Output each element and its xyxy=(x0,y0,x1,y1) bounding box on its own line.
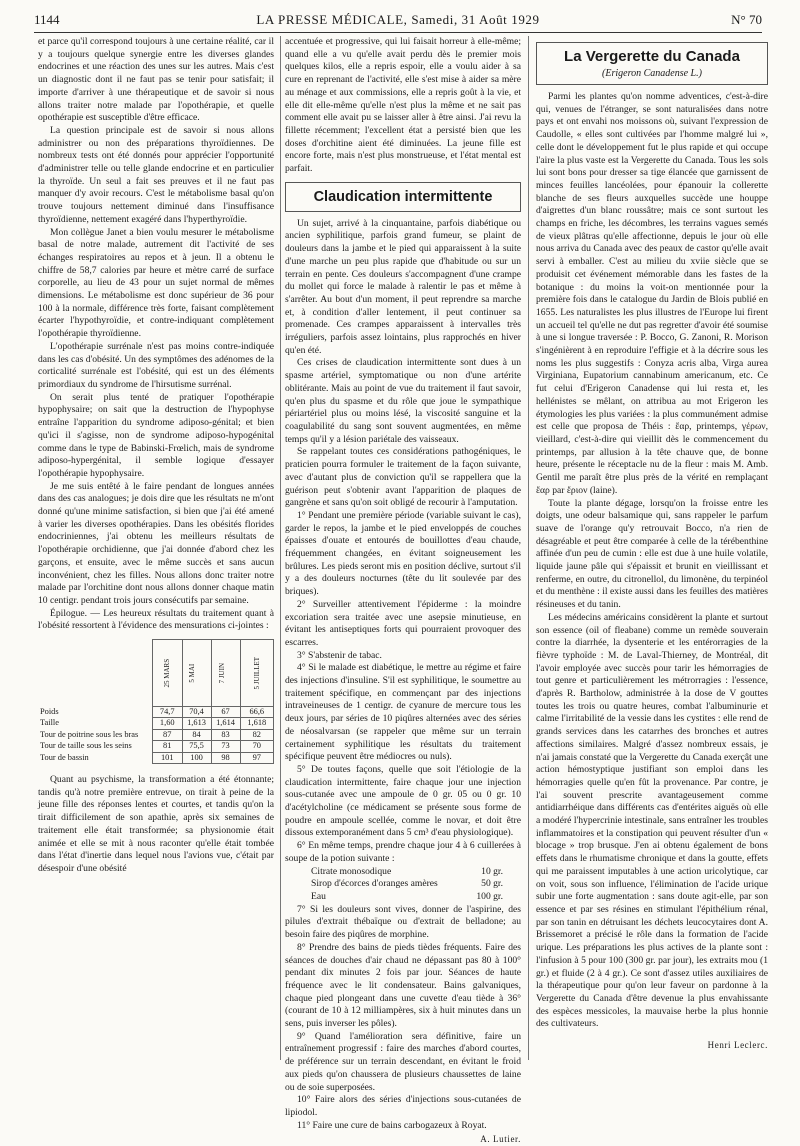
author-signature: Henri Leclerc. xyxy=(707,1040,768,1051)
prescription-line: Citrate monosodique 10 gr. xyxy=(311,865,503,877)
table-row: Poids 74,7 70,4 67 66,6 xyxy=(38,707,274,718)
paragraph: Quant au psychisme, la transformation a été étonnante; tandis qu'à notre première entrevue, on tirait à peine de la jeune fille des réponses lentes et courtes, et tandis qu'on la tirait difficilement de son apathie, après six semaines de traitement elle était transformée; sa physionomie était animée et elle se mit à nous raconter qu'elle était tombée dans l'état d'inertie dans lequel nous l'avions vue, c'était par désespoir d'une obésité xyxy=(38,774,274,874)
table-row: Tour de poitrine sous les bras 87 84 83 82 xyxy=(38,729,274,740)
table-row: Taille 1,60 1,613 1,614 1,618 xyxy=(38,718,274,729)
paragraph: 8° Prendre des bains de pieds tièdes fréquents. Faire des séances de douches d'air chaud ne dépassant pas 80 à 100° pendant dix minutes 2 fois par jour. Séances de haute fréquence avec le lit condensateur. Bains galvaniques, chaque pied plongeant dans une cuvette d'eau tiède à 36° (courant de 10 à 12 milliampères, six à huit minutes dans un sens, puis inverser les pôles). xyxy=(285,941,521,1030)
article-title-box xyxy=(536,42,768,85)
paragraph: Parmi les plantes qu'on nomme adventices, c'est-à-dire qui, venues de l'étranger, se sont naturalisées dans notre pays et ont envahi nos moissons où, suivant l'expression de Caudolle, « elles sont cultivées par l'homme malgré lui », celle dont le développement fut le plus rapide et qui occupe l'aire la plus vaste est la Vergerette du Canada. Tous les sols lui sont bons pour dresser sa tige élancée que garnissent de minces feuilles lancéolées, pour épanouir la collerette blanche de ses fleurs auxquelles succède une houppe d'aigrettes d'un blanc roussâtre; mais ce sont surtout les champs en friche, les décombres, les terrains vagues semés de vieux plâtras qu'elle affectionne, depuis le jour où elle nous arriva du Canada avec des peaux de castor qu'elle avait servi à emballer. C'est au milieu du xviie siècle que se produisit cet événement mémorable dans les fastes de la botanique : du moins la voit-on mentionnée pour la première fois dans le catalogue du Jardin de Blois publié en 1655. Les naturalistes les plus illustres de l'Europe lui firent un accueil tel qu'elle ne dut pas regretter d'avoir été soumise à une si longue traversée : P. Bocco, G. Zanoni, R. Morison s'ingénièrent à en reproduire l'effigie et à la décrire sous les noms les plus suggestifs : Conyza acris alba, Virga aurea Virginiana, Eupatorium cannabinum americanum, etc. Ce fut celui d'Erigeron Canadense qui lui resta et, les hellénistes se mêlant, on attribua au mot Erigeron les étymologies les plus variées : la plus communément admise est celle que proposa de Théis : ἔαρ, printemps, γέρων, vieillard, c'est-à-dire qui vieillit dès le commencement du printemps, par allusion à la tête chauve que, de bonne heure, présente le réceptacle nu de la fleur : mais M. Amb. Gentil me paraît être plus près de la vérité en remplaçant ἔαρ par ἔριον (laine). xyxy=(536,91,768,496)
column-2 xyxy=(285,36,521,1145)
paragraph: On serait plus tenté de pratiquer l'opothérapie hypophysaire; on sait que la destruction de l'hypophyse entraîne l'apparition du syndrome adiposo-génital; et bien qu'ici il s'agisse, non de syndrome adiposo-hypogénital comme dans le type de Babinski-Frœlich, mais de syndrome adiposo-hypergénital, il semble logique d'essayer l'opothérapie hypophysaire. xyxy=(38,391,274,479)
paragraph: Les médecins américains considèrent la plante et surtout son essence (oil of fleabane) comme un remède souverain contre la diarrhée, la dysenterie et les entérorragies de la fièvre typhoïde : M. de Laval-Thierney, de Montréal, dit l'avoir employée avec succès pour tarir les hémorragies de tout genre et particulièrement les métrorragies : l'essence, d'après R. Bartholow, administrée à la dose de V gouttes toutes les trois ou quatre heures, combat l'albuminurie et calme l'irritabilité de la vessie dans les cystites : elle rend de grands services dans les catarrhes des bronches et autres affections similaires. Malgré d'assez nombreux essais, je n'ai jamais constaté que la Vergerette du Canada exerçât une action hémostyptique justifiant son emploi dans les hémorragies quelle qu'en fût la provenance. Par contre, je l'ai souvent prescrite avantageusement comme antidiarrhéique dans différents cas d'entérites aiguës où elle a modéré l'hypercrinie intestinale, sans entraîner les troubles inflammatoires et la constipation qui peuvent résulter d'un « blocage » trop brusque. J'en ai obtenu également de bons effets dans le rhumatisme chronique et dans la goutte, effets qui me paraissent imputables à une action uricolytique, car on voit, sous son influence, l'élimination de l'acide urique subir une forte augmentation : sans doute agit-elle, par son essence et par ses résines en stimulant l'épithélium rénal, par son tanin en détruisant les déchets leucocytaires dont A. Brissemoret a précisé le rôle dans la formation de l'acide urique. Les préparations les plus actives de la plante sont : l'infusion à 5 pour 100 (300 gr. par jour), les extraits mou (1 gr.) et fluide (2 à 4 gr.). Ce sont d'assez utiles auxiliaires de la thérapeutique pour qu'on leur faveur on pardonne à la Vergerette du Canada d'être devenue la plus envahissante des espèces messicoles, la mauvaise herbe la plus honnie des cultivateurs. xyxy=(536,611,768,1030)
paragraph: 7° Si les douleurs sont vives, donner de l'aspirine, des pilules d'extrait thébaïque ou d'extrait de belladone; au besoin faire des piqûres de morphine. xyxy=(285,903,521,941)
paragraph: Un sujet, arrivé à la cinquantaine, parfois diabétique ou ancien syphilitique, parfois grand fumeur, se plaint de douleurs dans la jambe et le pied qui apparaissent à la suite d'une marche un peu plus rapide que d'habitude ou sur un terrain en pente. Ces douleurs s'accompagnent d'une crampe du mollet qui force le malade à ralentir le pas et même à s'arrêter. Au bout d'un moment, il peut reprendre sa marche et, à condition d'aller lentement, il peut continuer sa promenade. Ces crampes apparaissent à intervalles très irréguliers, parfois assez lointains, plus rapprochés en hiver qu'en été. xyxy=(285,217,521,356)
article-title: La Vergerette du Canada xyxy=(564,48,740,65)
paragraph: L'opothérapie surrénale n'est pas moins contre-indiquée dans les cas d'obésité. Un des symptômes des adénomes de la corticalité surrénale est l'obésité, qui est un des éléments primordiaux du syndrome de l'hirsutisme surrénal. xyxy=(38,340,274,390)
paragraph: accentuée et progressive, qui lui faisait horreur à elle-même; quand elle a vu qu'elle avait perdu dès le premier mois quelques kilos, elle a repris espoir, elle a voulu aider à sa cure en reprenant de l'activité, elle s'est mise à aider sa mère au ménage et aux commissions, elle a repris goût à la vie, et elle dit elle-même qu'elle n'est plus la même et ne sait pas comment elle avait pu se laisser aller à être ainsi. J'ai revu la fillette récemment; l'excellent état a persisté bien que les doses d'orchitine aient été diminuées. La jeune fille est encore forte, mais n'est plus monstrueuse, et l'état mental est parfait. xyxy=(285,36,521,175)
epilogue-paragraph: Épilogue. — Les heureux résultats du traitement quant à l'obésité ressortent à l'évidence des mensurations ci-jointes : xyxy=(38,607,274,632)
column-separator xyxy=(528,36,529,1060)
paragraph: 4° Si le malade est diabétique, le mettre au régime et faire des injections d'insuline. S'il est syphilitique, le soumettre au traitement spécifique, en commençant par des injections intraveineuses de 1 centigr. de cyanure de mercure tous les deux jours, par séries de 10 piqûres alternées avec des séries de néosalvarsan (se rappeler que même sur un terrain certainement syphilitique les résultats du traitement spécifique peuvent être médiocres ou nuls). xyxy=(285,662,521,763)
paragraph: La question principale est de savoir si nous allons administrer ou non des préparations thyroïdiennes. De nombreux tests ont été donnés pour apprécier l'opportunité d'administrer telle ou telle glande endocrine et en particulier la thyroïde. Un seul a fait ses preuves et il ne faut pas manquer d'y avoir recours. C'est le métabolisme basal qu'on trouve toujours nettement diminué dans l'insuffisance thyroïdienne, nettement exagéré dans l'hyperthyroïdie. xyxy=(38,124,274,225)
paragraph: Toute la plante dégage, lorsqu'on la froisse entre les doigts, une odeur balsamique qui, sans rappeler le parfum suave de l'orange qu'y retrouvait Bocco, n'a rien de désagréable et peut être comparée à celle de la térébenthine affinée d'un peu de cumin : elle est due à une huile volatile, liquide jaune pâle qui s'épaissit et brunit en vieillissant et renferme, en outre, du citronellol, du limonène, du terpinéol et du menthène : il existe aussi dans les feuilles des matières résineuses et du tanin. xyxy=(536,497,768,611)
date-header: 25 MARS xyxy=(152,640,182,707)
paragraph: Se rappelant toutes ces considérations pathogéniques, le praticien pourra formuler le traitement de la façon suivante, avec d'autant plus de conviction qu'il se rappellera que la guérison peut s'obtenir avant l'apparition de plaques de gangrène et sans qu'on soit obligé de recourir à l'amputation. xyxy=(285,446,521,509)
paragraph: Mon collègue Janet a bien voulu mesurer le métabolisme basal de notre malade, autrement dit l'activité de ses échanges respiratoires au repos et à jeun. Il a obtenu le chiffre de 58,7 calories par heure et mètre carré de surface corporelle, au lieu de 43 pour un sujet normal de mêmes dimensions. Le métabolisme est donc supérieur de 36 pour 100 à la normale, différence très forte, faisant complètement écarter l'hypothyroïdie, et contre-indiquant complètement l'opothérapie thyroïdienne. xyxy=(38,226,274,340)
paragraph: Ces crises de claudication intermittente sont dues à un spasme artériel, symptomatique ou non d'une artérite oblitérante. Mais au point de vue du traitement il faut savoir, qu'en plus du spasme et du rôle que joue le sympathique périartériel plus ou moins lésé, la viscosité sanguine et la coagulabilité du sang sont souvent augmentées, en même temps qu'il y a lésion pariétale des vaisseaux. xyxy=(285,357,521,445)
paragraph: Je me suis entêté à le faire pendant de longues années dans des cas analogues; je dois dire que les résultats ne m'ont donné qu'une minime satisfaction, si bien que j'ai été amené à varier les diverses opothérapies. Dans les obésités florides endocriniennes, j'ai obtenu les meilleurs résultats de l'opothérapie orchidienne, que j'ai donnée d'abord chez les garçons, et ensuite, avec le même succès et sans aucun inconvénient, chez les filles. Nous allons donc traiter notre malade par l'orchitine dont nous allons donner chaque matin 10 centigr. pendant trois jours consécutifs par semaine. xyxy=(38,480,274,606)
page-number: 1144 xyxy=(34,12,60,27)
table-row: Tour de bassin 101 100 98 97 xyxy=(38,752,274,763)
article-title-box xyxy=(285,182,521,212)
article-title: Claudication intermittente xyxy=(313,188,493,205)
column-3 xyxy=(536,36,768,1062)
date-header: 7 JUIN xyxy=(211,640,240,707)
paragraph: 5° De toutes façons, quelle que soit l'étiologie de la claudication intermittente, faire chaque jour une injection sous-cutanée avec une ampoule de 0 gr. 05 ou 0 gr. 10 d'acétylcholine (ce médicament se présente sous forme de poudre en ampoule scellée, comme le novar, et doit être dissous extemporanément dans 5 cm³ d'eau physiologique). xyxy=(285,763,521,839)
paragraph: 2° Surveiller attentivement l'épiderme : la moindre excoriation sera traitée avec une asepsie minutieuse, en évitant les antiseptiques forts qui pourraient provoquer des escarres. xyxy=(285,598,521,648)
article-subtitle: (Erigeron Canadense L.) xyxy=(602,68,702,79)
journal-title: LA PRESSE MÉDICALE, Samedi, 31 Août 1929 xyxy=(256,12,540,27)
paragraph: 1° Pendant une première période (variable suivant le cas), garder le repos, la jambe et le pied enveloppés de couches épaisses d'ouate et entourés de bouillottes d'eau chaude, fréquemment changées, en évitant soigneusement les brûlures. Les pieds seront mis en position déclive, surtout s'il y a des douleurs nocturnes (tête du lit soulevée par des briques). xyxy=(285,509,521,598)
column-separator xyxy=(280,36,281,1060)
author-signature: A. Lutier. xyxy=(480,1134,521,1145)
issue-number: N° 70 xyxy=(731,12,762,27)
table-row: Tour de taille sous les seins 81 75,5 73 70 xyxy=(38,741,274,752)
date-header: 5 JUILLET xyxy=(240,640,273,707)
paragraph: 9° Quand l'amélioration sera définitive, faire un entraînement progressif : faire des marches d'abord courtes, de préférence sur un terrain descendant, en évitant le froid aux pieds qu'on chaussera de plusieurs chaussettes de laine ou de soie superposées. xyxy=(285,1030,521,1093)
measurements-table xyxy=(38,639,274,764)
paragraph: 11° Faire une cure de bains carbogazeux à Royat. xyxy=(297,1119,487,1131)
running-header xyxy=(34,2,762,32)
prescription-line: Sirop d'écorces d'oranges amères 50 gr. xyxy=(311,878,503,890)
column-1 xyxy=(38,36,274,1062)
paragraph: et parce qu'il correspond toujours à une certaine réalité, car il y a toujours quelque synergie entre les diverses glandes endocrines et une réaction des unes sur les autres. Mais c'est un diagnostic dont il ne faut pas se tenir pour satisfait; il importe d'arriver à une thérapeutique et de savoir si nous allons traiter notre malade par l'opothérapie, et quelle opothérapie est susceptible d'être efficace. xyxy=(38,36,274,124)
date-header: 5 MAI xyxy=(182,640,211,707)
paragraph: 10° Faire alors des séries d'injections sous-cutanées de lipiodol. xyxy=(285,1094,521,1118)
paragraph: 6° En même temps, prendre chaque jour 4 à 6 cuillerées à soupe de la potion suivante : xyxy=(285,840,521,864)
header-rule xyxy=(34,32,762,33)
prescription-line: Eau 100 gr. xyxy=(311,891,503,902)
paragraph: 3° S'abstenir de tabac. xyxy=(297,649,382,661)
